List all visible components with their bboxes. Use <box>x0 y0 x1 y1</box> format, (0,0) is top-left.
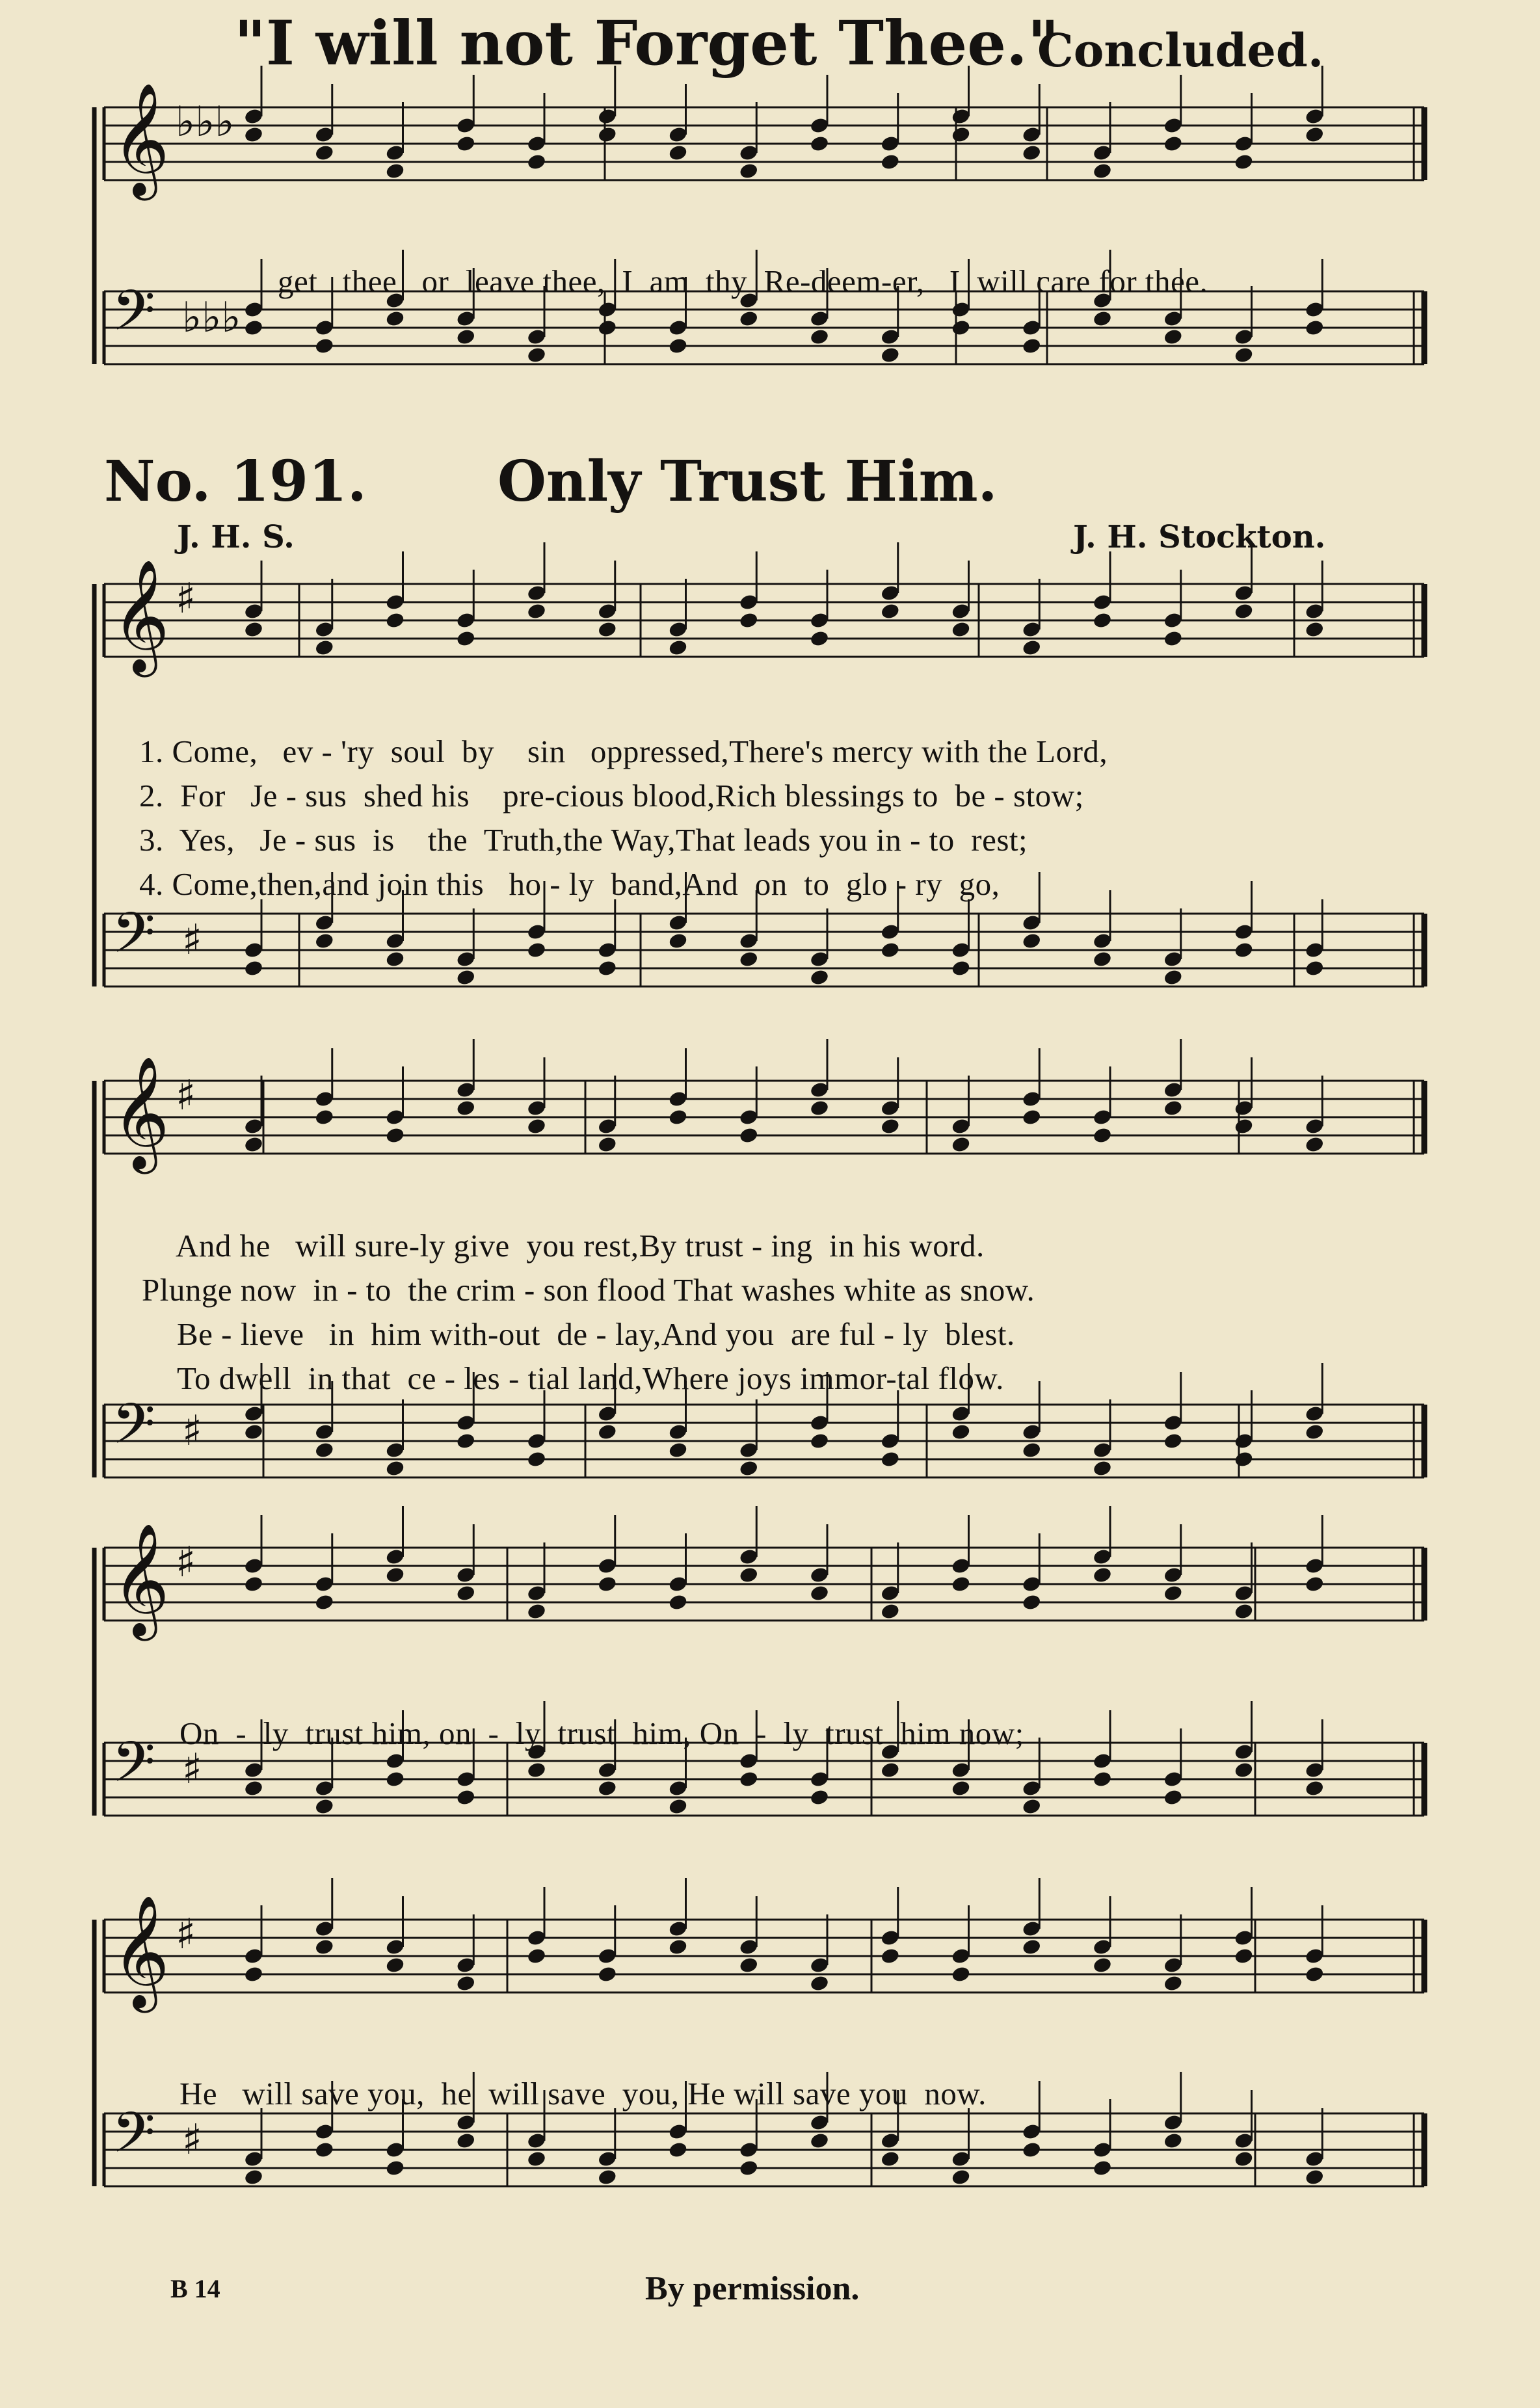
note-head <box>1305 126 1325 144</box>
treble-clef: 𝄞 <box>112 559 170 672</box>
note-head <box>526 941 546 959</box>
sharp-key-signature: ♯ <box>176 1072 196 1120</box>
note-head <box>1092 1566 1112 1584</box>
note-head <box>809 1788 829 1806</box>
note-head <box>880 1602 900 1621</box>
note-head <box>739 611 759 629</box>
note-head <box>456 1432 476 1450</box>
note-head <box>668 639 688 657</box>
note-head <box>243 2168 263 2186</box>
note-head <box>385 950 405 968</box>
note-head <box>809 1974 829 1992</box>
note-head <box>951 1135 971 1154</box>
note-head <box>668 1441 688 1459</box>
note-head <box>314 1797 334 1816</box>
note-head <box>1234 941 1254 959</box>
note-head <box>314 144 334 162</box>
note-head <box>597 1779 617 1797</box>
note-head <box>951 959 971 977</box>
note-head <box>385 1459 405 1477</box>
note-head <box>739 1770 759 1788</box>
note-head <box>456 968 476 986</box>
note-head <box>243 1135 263 1154</box>
bass-clef: 𝄢 <box>112 278 155 357</box>
note-head <box>1234 2150 1254 2168</box>
note-head <box>739 162 759 180</box>
note-head <box>385 2159 405 2177</box>
note-head <box>1092 1126 1112 1144</box>
note-head <box>951 1779 971 1797</box>
bass-clef: 𝄢 <box>112 900 155 979</box>
note-head <box>314 2141 334 2159</box>
note-head <box>880 602 900 620</box>
note-head <box>314 639 334 657</box>
sharp-key-signature: ♯ <box>182 1745 202 1793</box>
note-head <box>597 620 617 639</box>
note-head <box>456 1788 476 1806</box>
note-head <box>597 959 617 977</box>
note-head <box>526 1761 546 1779</box>
treble-clef: 𝄞 <box>112 1523 170 1636</box>
note-head <box>739 1459 759 1477</box>
note-head <box>880 2150 900 2168</box>
sharp-key-signature: ♯ <box>176 1911 196 1959</box>
note-head <box>668 144 688 162</box>
note-head <box>1163 135 1183 153</box>
flat-key-signature: ♭♭♭ <box>182 294 241 342</box>
note-head <box>526 346 546 364</box>
note-head <box>1234 1602 1254 1621</box>
flat-key-signature: ♭♭♭ <box>176 98 235 146</box>
note-head <box>1234 1450 1254 1468</box>
treble-clef: 𝄞 <box>112 1056 170 1169</box>
note-head <box>385 162 405 180</box>
hymn-number: No. 191. <box>104 449 367 514</box>
sharp-key-signature: ♯ <box>176 1539 196 1587</box>
note-head <box>1022 1797 1042 1816</box>
note-head <box>809 1432 829 1450</box>
note-head <box>1305 1135 1325 1154</box>
verse-3-line-1: 3. Yes, Je - sus is the Truth,the Way,That leads you in - to rest; <box>139 822 1028 858</box>
note-head <box>880 346 900 364</box>
note-head <box>739 1956 759 1974</box>
note-head <box>1163 629 1183 648</box>
sharp-key-signature: ♯ <box>176 575 196 623</box>
note-head <box>1022 2141 1042 2159</box>
note-head <box>597 2168 617 2186</box>
note-head <box>1163 1788 1183 1806</box>
note-head <box>385 611 405 629</box>
note-head <box>243 126 263 144</box>
note-head <box>526 602 546 620</box>
note-head <box>880 153 900 171</box>
note-head <box>526 2150 546 2168</box>
note-head <box>739 2159 759 2177</box>
note-head <box>1305 959 1325 977</box>
note-head <box>1163 1432 1183 1450</box>
note-head <box>526 1450 546 1468</box>
note-head <box>1092 2159 1112 2177</box>
note-head <box>951 620 971 639</box>
note-head <box>880 1761 900 1779</box>
note-head <box>1305 1423 1325 1441</box>
note-head <box>809 1099 829 1117</box>
note-head <box>668 1108 688 1126</box>
note-head <box>951 1965 971 1983</box>
note-head <box>668 932 688 950</box>
note-head <box>1234 602 1254 620</box>
note-head <box>668 337 688 355</box>
note-head <box>739 1566 759 1584</box>
note-head <box>1092 950 1112 968</box>
note-head <box>1163 1974 1183 1992</box>
verse-1-line-2: And he will sure-ly give you rest,By trust - ing in his word. <box>176 1228 985 1264</box>
bass-clef: 𝄢 <box>112 1391 155 1470</box>
verse-2-line-2: Plunge now in - to the crim - son flood That washes white as snow. <box>142 1272 1035 1308</box>
note-head <box>1022 144 1042 162</box>
verse-2-line-1: 2. For Je - sus shed his pre-cious blood,Rich blessings to be - stow; <box>139 778 1084 814</box>
treble-clef: 𝄞 <box>112 83 170 196</box>
note-head <box>385 1770 405 1788</box>
note-head <box>668 1797 688 1816</box>
note-head <box>1092 611 1112 629</box>
note-head <box>456 135 476 153</box>
note-head <box>526 153 546 171</box>
note-head <box>456 1974 476 1992</box>
note-head <box>1092 1956 1112 1974</box>
note-head <box>1234 1761 1254 1779</box>
note-head <box>1305 1779 1325 1797</box>
note-head <box>314 1593 334 1611</box>
note-head <box>1022 1593 1042 1611</box>
note-head <box>243 1965 263 1983</box>
note-head <box>880 1947 900 1965</box>
verse-4-line-1: 4. Come,then,and join this ho - ly band,And on to glo - ry go, <box>139 866 1000 902</box>
note-head <box>1305 2168 1325 2186</box>
note-head <box>809 968 829 986</box>
note-head <box>880 1450 900 1468</box>
note-head <box>1163 2132 1183 2150</box>
sharp-key-signature: ♯ <box>182 916 202 964</box>
note-head <box>1022 932 1042 950</box>
note-head <box>314 1441 334 1459</box>
note-head <box>243 1575 263 1593</box>
chorus-line-2: He will save you, he will save you, He will save you now. <box>179 2076 987 2111</box>
note-head <box>1305 319 1325 337</box>
verse-4-line-2: To dwell in that ce - les - tial land,Where joys immor-tal flow. <box>177 1360 1004 1396</box>
note-head <box>385 1126 405 1144</box>
note-head <box>1234 1947 1254 1965</box>
note-head <box>526 1947 546 1965</box>
prev-hymn-title: "I will not Forget Thee." <box>234 8 1059 79</box>
sharp-key-signature: ♯ <box>182 2116 202 2164</box>
note-head <box>809 1584 829 1602</box>
bass-clef: 𝄢 <box>112 1729 155 1808</box>
note-head <box>951 126 971 144</box>
hymn-title: Only Trust Him. <box>498 449 998 514</box>
note-head <box>1163 968 1183 986</box>
note-head <box>1092 162 1112 180</box>
note-head <box>243 1779 263 1797</box>
note-head <box>385 1956 405 1974</box>
note-head <box>1022 1938 1042 1956</box>
note-head <box>1092 1459 1112 1477</box>
note-head <box>243 1423 263 1441</box>
note-head <box>951 2168 971 2186</box>
note-head <box>456 2132 476 2150</box>
note-head <box>314 1108 334 1126</box>
note-head <box>243 620 263 639</box>
verse-3-line-2: Be - lieve in him with-out de - lay,And you are ful - ly blest. <box>177 1316 1015 1352</box>
note-head <box>1234 346 1254 364</box>
note-head <box>1163 1099 1183 1117</box>
verse-1-line-1: 1. Come, ev - 'ry soul by sin oppressed,There's mercy with the Lord, <box>139 734 1108 769</box>
note-head <box>951 1575 971 1593</box>
note-head <box>456 1584 476 1602</box>
plate-mark: B 14 <box>170 2274 220 2303</box>
note-head <box>314 932 334 950</box>
note-head <box>526 1602 546 1621</box>
note-head <box>809 629 829 648</box>
words-credit: J. H. S. <box>177 519 295 555</box>
note-head <box>668 2141 688 2159</box>
note-head <box>668 1593 688 1611</box>
music-credit: J. H. Stockton. <box>1073 519 1326 555</box>
note-head <box>1022 639 1042 657</box>
note-head <box>385 1566 405 1584</box>
prev-hymn-status: Concluded. <box>1037 23 1324 77</box>
note-head <box>243 959 263 977</box>
note-head <box>597 1575 617 1593</box>
note-head <box>1022 1108 1042 1126</box>
note-head <box>880 941 900 959</box>
note-head <box>951 1423 971 1441</box>
note-head <box>1234 1117 1254 1135</box>
note-head <box>1305 620 1325 639</box>
sharp-key-signature: ♯ <box>182 1407 202 1455</box>
chorus-line-1: On - ly trust him, on - ly trust him, On - ly trust him now; <box>179 1715 1024 1751</box>
note-head <box>809 135 829 153</box>
note-head <box>880 1117 900 1135</box>
note-head <box>1092 1770 1112 1788</box>
note-head <box>597 1965 617 1983</box>
note-head <box>1022 1441 1042 1459</box>
bass-clef: 𝄢 <box>112 2100 155 2179</box>
note-head <box>597 1135 617 1154</box>
note-head <box>739 950 759 968</box>
note-head <box>456 1099 476 1117</box>
note-head <box>526 1117 546 1135</box>
prev-hymn-lyrics: get thee or leave thee, I am thy Re-deem-er, I will care for thee. <box>278 263 1208 299</box>
permission-credit: By permission. <box>645 2270 860 2307</box>
note-head <box>1163 1584 1183 1602</box>
note-head <box>1234 153 1254 171</box>
note-head <box>597 126 617 144</box>
note-head <box>314 1938 334 1956</box>
note-head <box>668 1938 688 1956</box>
note-head <box>739 1126 759 1144</box>
note-head <box>1305 1575 1325 1593</box>
note-head <box>597 1423 617 1441</box>
note-head <box>1305 1965 1325 1983</box>
note-head <box>809 2132 829 2150</box>
note-head <box>456 629 476 648</box>
note-head <box>1022 337 1042 355</box>
note-head <box>314 337 334 355</box>
treble-clef: 𝄞 <box>112 1895 170 2008</box>
